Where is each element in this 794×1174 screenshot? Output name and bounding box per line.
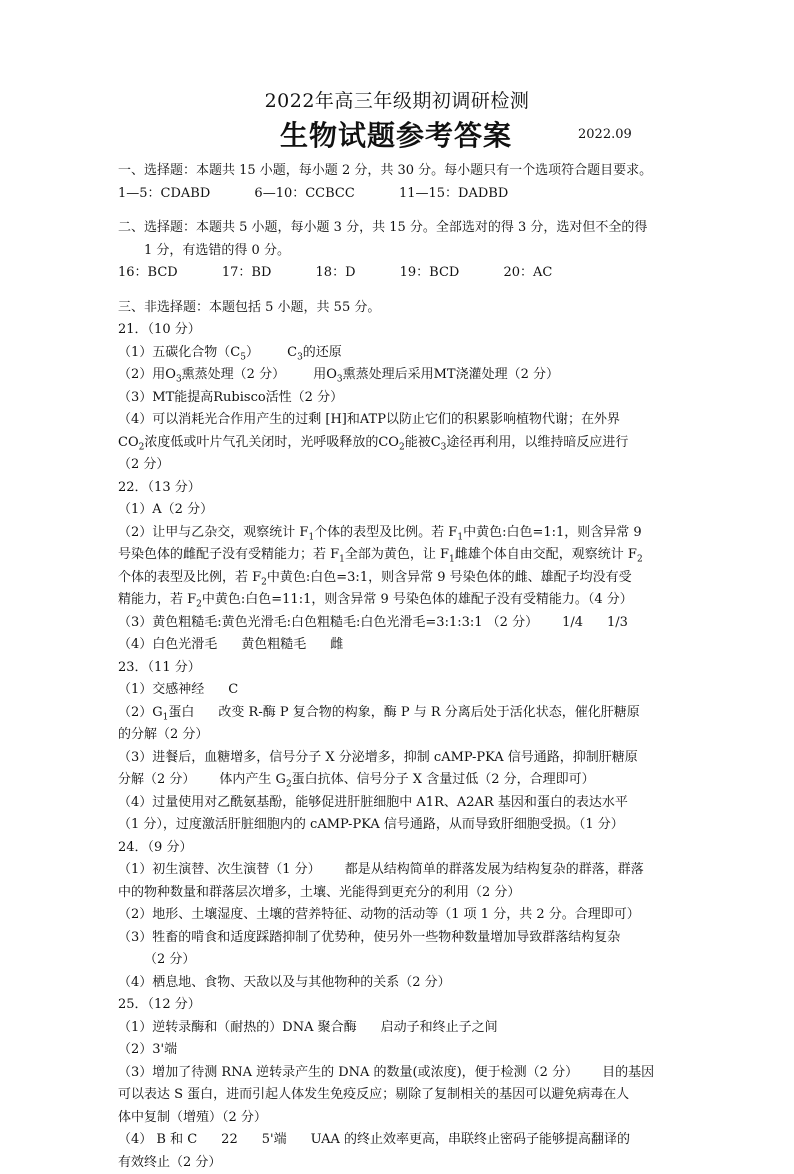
q24-answer-4: （4）栖息地、食物、天敌以及与其他物种的关系（2 分） [118, 972, 678, 995]
question-25-heading: 25．（12 分） [118, 994, 678, 1017]
section2-intro-cont: 1 分，有选错的得 0 分。 [118, 240, 678, 263]
exam-title: 2022年高三年级期初调研检测 [0, 86, 794, 113]
text: UAA 的终止效率更高，串联终止密码子能够提高翻译的 [311, 1132, 630, 1147]
text: （2）用O [118, 367, 176, 382]
text: 用O [313, 367, 337, 382]
text: 启动子和终止子之间 [381, 1020, 498, 1035]
text: 体内产生 G [219, 772, 286, 787]
text: 途径再利用，以维持暗反应进行 [446, 435, 628, 450]
q25-answer-3-cont: 体中复制（增殖）（2 分） [118, 1107, 678, 1130]
q22-answer-3 [118, 612, 678, 635]
text: （3）黄色粗糙毛:黄色光滑毛:白色粗糙毛:白色光滑毛=3:1:3:1 （2 分） [118, 615, 538, 630]
text: （2）让甲与乙杂交，观察统计 F [118, 525, 308, 540]
q21-answer-1 [118, 342, 678, 365]
q21-answer-2 [118, 364, 678, 387]
subscript: 1 [449, 555, 455, 565]
text: C [287, 345, 297, 360]
q22-answer-2-cont [118, 544, 678, 567]
subscript: 1 [457, 532, 463, 542]
subscript: 2 [139, 442, 145, 452]
answer-body [118, 160, 678, 1174]
q22-answer-4 [118, 634, 678, 657]
q24-answer-2: （2）地形、土壤湿度、土壤的营养特征、动物的活动等（1 项 1 分，共 2 分。合理即可） [118, 904, 678, 927]
answer-item: 19：BCD [400, 265, 460, 280]
text: 改变 R-酶 P 复合物的构象，酶 P 与 R 分离后处于活化状态，催化肝糖原 [218, 705, 639, 720]
answer-item: 20：AC [504, 265, 553, 280]
text: 黄色粗糙毛 [241, 637, 306, 652]
answer-item: 18：D [316, 265, 356, 280]
q24-answer-1 [118, 859, 678, 882]
subscript: 3 [337, 375, 343, 385]
text: （3）增加了待测 RNA 逆转录产生的 DNA 的数量(或浓度)，便于检测（2 分） [118, 1065, 578, 1080]
text: 目的基因 [602, 1065, 654, 1080]
text: 熏蒸处理后采用MT浇灌处理（2 分） [343, 367, 559, 382]
question-21-heading: 21．（10 分） [118, 319, 678, 342]
text: CO [118, 435, 139, 450]
q21-answer-4-score: （2 分） [118, 454, 678, 477]
q25-answer-4-cont: 有效终止（2 分） [118, 1152, 678, 1174]
subscript: 2 [637, 555, 643, 565]
q22-answer-2 [118, 522, 678, 545]
answer-item: 17：BD [222, 265, 272, 280]
q23-answer-3: （3）进餐后，血糖增多，信号分子 X 分泌增多，抑制 cAMP-PKA 信号通路，抑制肝糖原 [118, 747, 678, 770]
text: 能被C [405, 435, 441, 450]
text: 1/4 [562, 615, 583, 630]
text: ） [246, 345, 259, 360]
document-subtitle: 生物试题参考答案 [280, 114, 512, 154]
text: 蛋白 [168, 705, 194, 720]
text: （1）逆转录酶和（耐热的）DNA 聚合酶 [118, 1020, 357, 1035]
q23-answer-4: （4）过量使用对乙酰氨基酚，能够促进肝脏细胞中 A1R、A2AR 基因和蛋白的表达水平 [118, 792, 678, 815]
q25-answer-2: （2）3'端 [118, 1039, 678, 1062]
text: C [228, 682, 238, 697]
answer-group: 6—10：CCBCC [254, 186, 354, 201]
q23-answer-2-cont: 的分解（2 分） [118, 724, 678, 747]
text: 都是从结构简单的群落发展为结构复杂的群落，群落 [345, 862, 644, 877]
subscript: 3 [441, 442, 447, 452]
text: 蛋白抗体、信号分子 X 含量过低（2 分，合理即可） [292, 772, 595, 787]
q23-answer-1 [118, 679, 678, 702]
q25-answer-1 [118, 1017, 678, 1040]
q25-answer-3 [118, 1062, 678, 1085]
text: 个体的表型及比例，若 F [118, 570, 261, 585]
q23-answer-3-cont [118, 769, 678, 792]
q21-answer-3: （3）MT能提高Rubisco活性（2 分） [118, 387, 678, 410]
text: （4）白色光滑毛 [118, 637, 217, 652]
text: 中黄色:白色=1:1，则含异常 9 [463, 525, 642, 540]
section1-intro: 一、选择题：本题共 15 小题，每小题 2 分，共 30 分。每小题只有一个选项符合题目要求。 [118, 160, 678, 183]
q22-answer-2-cont [118, 589, 678, 612]
text: 浓度低或叶片气孔关闭时，光呼吸释放的CO [144, 435, 399, 450]
subscript: 2 [399, 442, 405, 452]
text: 的还原 [303, 345, 342, 360]
subscript: 5 [240, 352, 246, 362]
q21-answer-4: （4）可以消耗光合作用产生的过剩 [H]和ATP以防止它们的积累影响植物代谢；在外界 [118, 409, 678, 432]
subscript: 3 [176, 375, 182, 385]
answer-group: 11—15：DADBD [399, 186, 508, 201]
text: 个体的表型及比例。若 F [314, 525, 457, 540]
q24-answer-1-cont: 中的物种数量和群落层次增多，土壤、光能得到更充分的利用（2 分） [118, 882, 678, 905]
text: 中黄色:白色=3:1，则含异常 9 号染色体的雌、雄配子均没有受 [267, 570, 632, 585]
q25-answer-3-cont: 可以表达 S 蛋白，进而引起人体发生免疫反应；剔除了复制相关的基因可以避免病毒在人 [118, 1084, 678, 1107]
q23-answer-4-cont: （1 分），过度激活肝脏细胞内的 cAMP-PKA 信号通路，从而导致肝细胞受损。（1 分） [118, 814, 678, 837]
text: 22 [221, 1132, 238, 1147]
q22-answer-1: （1）A（2 分） [118, 499, 678, 522]
text: 熏蒸处理（2 分） [182, 367, 285, 382]
subscript: 2 [196, 600, 202, 610]
subscript: 1 [163, 712, 169, 722]
answer-group: 1—5：CDABD [118, 186, 210, 201]
text: （1）五碳化合物（C [118, 345, 240, 360]
text: 1/3 [607, 615, 628, 630]
section1-answers [118, 183, 678, 206]
text: （1）初生演替、次生演替（1 分） [118, 862, 321, 877]
section3-intro: 三、非选择题：本题包括 5 小题，共 55 分。 [118, 297, 678, 320]
q24-answer-3: （3）牲畜的啃食和适度踩踏抑制了优势种，使另外一些物种数量增加导致群落结构复杂 [118, 927, 678, 950]
text: （1）交感神经 [118, 682, 204, 697]
q21-answer-4-cont [118, 432, 678, 455]
text: 中黄色:白色=11:1，则含异常 9 号染色体的雄配子没有受精能力。（4 分） [202, 592, 633, 607]
subscript: 1 [339, 555, 345, 565]
subscript: 2 [286, 780, 292, 790]
subscript: 2 [261, 577, 267, 587]
q24-answer-3-cont: （2 分） [118, 949, 678, 972]
question-23-heading: 23．（11 分） [118, 657, 678, 680]
q25-answer-4 [118, 1129, 678, 1152]
text: （4） B 和 C [118, 1132, 197, 1147]
subscript: 3 [297, 352, 303, 362]
text: 号染色体的雌配子没有受精能力；若 F [118, 547, 339, 562]
text: 精能力，若 F [118, 592, 196, 607]
text: 全部为黄色，让 F [345, 547, 449, 562]
text: 雌 [330, 637, 343, 652]
text: 5'端 [262, 1132, 287, 1147]
text: （2）G [118, 705, 163, 720]
section2-answers [118, 262, 678, 285]
q22-answer-2-cont [118, 567, 678, 590]
answer-item: 16：BCD [118, 265, 178, 280]
question-22-heading: 22．（13 分） [118, 477, 678, 500]
document-date: 2022.09 [578, 127, 632, 142]
text: 雌雄个体自由交配，观察统计 F [455, 547, 637, 562]
subscript: 1 [308, 532, 314, 542]
text: 分解（2 分） [118, 772, 195, 787]
question-24-heading: 24．（9 分） [118, 837, 678, 860]
q23-answer-2 [118, 702, 678, 725]
section2-intro: 二、选择题：本题共 5 小题，每小题 3 分，共 15 分。全部选对的得 3 分，选对但不全的得 [118, 217, 678, 240]
